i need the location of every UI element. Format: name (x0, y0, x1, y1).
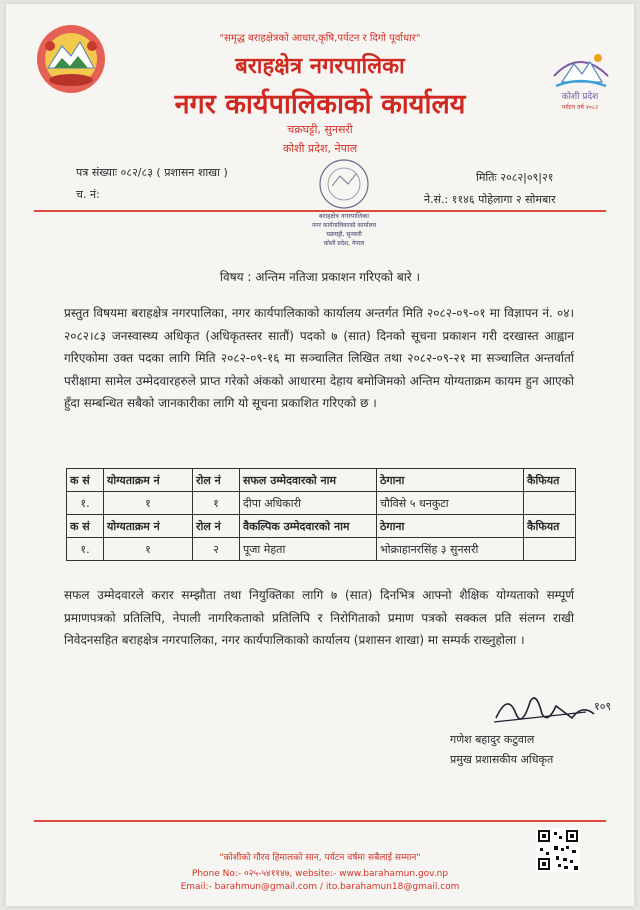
table-header-row (67, 469, 576, 492)
table-cell: १. (67, 538, 104, 561)
office-stamp (304, 154, 400, 254)
table-header-cell: योग्यताक्रम नं (104, 515, 193, 538)
svg-text:नगर कार्यपालिकाको कार्यालय: नगर कार्यपालिकाको कार्यालय (311, 222, 377, 229)
qr-code-icon (536, 828, 580, 872)
table-cell (524, 538, 576, 561)
table-header-cell: रोल नं (193, 469, 240, 492)
header-slogan: "समृद्ध बराहक्षेत्रको आधार,कृषि,पर्यटन र दिगो पूर्वाधार" (219, 33, 421, 44)
table-header-cell: क सं (67, 469, 104, 492)
table-row (67, 538, 576, 561)
table-cell: २ (193, 538, 240, 561)
table-header-cell: रोल नं (193, 515, 240, 538)
svg-text:कोशी प्रदेश: कोशी प्रदेश (561, 92, 599, 102)
table-header-row (67, 515, 576, 538)
footer-email: Email:- barahmun@gmail.com / ito.barahamun18@gmail.com (180, 882, 460, 892)
svg-text:१०९: १०९ (594, 700, 612, 713)
svg-text:बराहक्षेत्र नगरपालिका: बराहक्षेत्र नगरपालिका (319, 212, 369, 220)
table-header-cell: योग्यताक्रम नं (104, 469, 193, 492)
table-header-cell: कैफियत (524, 469, 576, 492)
table-header-cell: क सं (67, 515, 104, 538)
results-table (66, 468, 576, 561)
letter-page (6, 4, 634, 906)
dispatch-number: च. नं: (76, 188, 100, 201)
footer-phone-website: Phone No:- ०२५-५४११४७, website:- www.barahamun.gov.np (191, 869, 449, 879)
signatory-title: प्रमुख प्रशासकीय अधिकृत (450, 753, 554, 766)
table-row (67, 492, 576, 515)
svg-text:पर्यटन वर्ष २०८२: पर्यटन वर्ष २०८२ (561, 104, 599, 111)
notice-paragraph-2: सफल उम्मेदवारले करार सम्झौता तथा नियुक्तिका लागि ७ (सात) दिनभित्र आफ्नो शैक्षिक योग्यताको सम्पूर्ण प्रमाणपत्रको प्रतिलिपि, नेपाली नागरिकताको प्रतिलिपि र निरोगिताको प्रमाण पत्रको सक्कल प्रति संलग्न राखी निवेदनसहित बराहक्षेत्र नगरपालिका, नगर कार्यपालिकाको कार्यालय (प्रशासन शाखा) मा सम्पर्क राख्नुहोला । (64, 588, 574, 647)
svg-text:चक्रघट्टी, सुनसरी: चक्रघट्टी, सुनसरी (326, 231, 362, 238)
office-name: नगर कार्यपालिकाको कार्यालय (174, 89, 466, 120)
letter-number: पत्र संख्याः ०८२/८३ ( प्रशासन शाखा ) (76, 166, 228, 179)
table-cell: १ (104, 538, 193, 561)
table-cell: १. (67, 492, 104, 515)
signature (486, 684, 636, 734)
table-header-cell: सफल उम्मेदवारको नाम (240, 469, 377, 492)
address-line-1: चक्रघट्टी, सुनसरी (287, 123, 353, 136)
nepal-sambat-date: ने.सं.: ११४६ पोहेलागा २ सोमबार (424, 193, 556, 206)
table-header-cell: वैकल्पिक उम्मेदवारको नाम (240, 515, 377, 538)
letter-subject: विषय : अन्तिम नतिजा प्रकाशन गरिएको बारे । (219, 270, 421, 284)
municipality-name: बराहक्षेत्र नगरपालिका (235, 54, 405, 79)
svg-text:कोशी प्रदेश, नेपाल: कोशी प्रदेश, नेपाल (323, 240, 365, 247)
table-cell: १ (104, 492, 193, 515)
table-cell: १ (193, 492, 240, 515)
table-cell: पूजा मेहता (240, 538, 377, 561)
letter-date: मितिः २०८२|०९|२१ (476, 171, 554, 184)
footer-divider (34, 820, 606, 822)
table-cell (524, 492, 576, 515)
table-cell: दीपा अधिकारी (240, 492, 377, 515)
table-header-cell: ठेगाना (377, 515, 524, 538)
address-line-2: कोशी प्रदेश, नेपाल (282, 142, 358, 155)
notice-paragraph-1: प्रस्तुत विषयमा बराहक्षेत्र नगरपालिका, नगर कार्यपालिकाको कार्यालय अन्तर्गत मिति २०८२-०९-०१ मा विज्ञापन नं. ०४।२०८२।८३ जनस्वास्थ्य अधिकृत (अधिकृतस्तर सातौं) पदको ७ (सात) दिनको सूचना प्रकाशन गरी दरखास्त आह्वान गरिएकोमा उक्त पदका लागि मिति २०८२-०९-१६ मा सञ्चालित लिखित तथा २०८२-०९-२१ मा सञ्चालित अन्तर्वार्ता परीक्षामा सामेल उम्मेदवारहरुले प्राप्त गरेको अंकको आधारमा देहाय बमोजिमको अन्तिम योग्यताक्रम कायम हुन आएको हुँदा सम्बन्धित सबैको जानकारीका लागि यो सूचना प्रकाशित गरिएको छ । (64, 306, 574, 410)
table-cell: चौविसे ५ धनकुटा (377, 492, 524, 515)
table-header-cell: ठेगाना (377, 469, 524, 492)
footer-tagline: "कोशीको गौरव हिमालको सान, पर्यटन वर्षमा सबैलाई सम्मान" (219, 853, 421, 863)
table-header-cell: कैफियत (524, 515, 576, 538)
header-divider (34, 210, 606, 212)
table-cell: भोक्राहानरसिंह ३ सुनसरी (377, 538, 524, 561)
signatory-name: गणेश बहादुर कटुवाल (450, 733, 535, 746)
